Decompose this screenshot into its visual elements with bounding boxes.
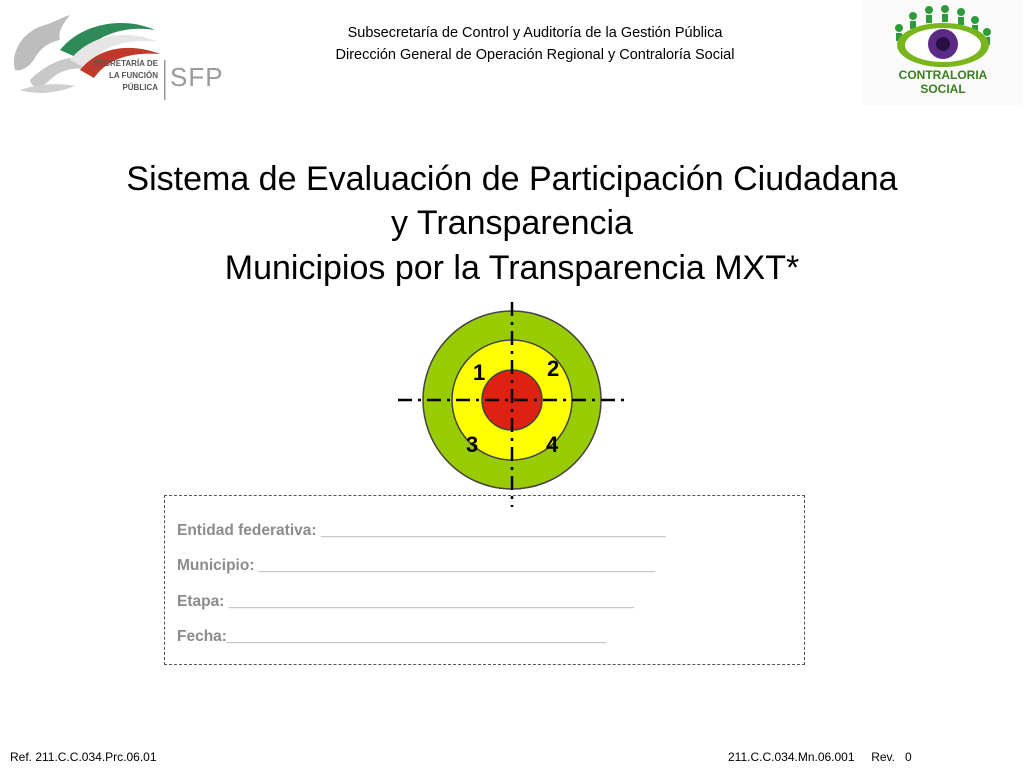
etapa-field: Etapa: _______________________________________________	[177, 593, 634, 610]
sfp-logo	[0, 0, 224, 110]
logo-line-1: SECRETARÍA DE	[93, 59, 158, 68]
fecha-field: Fecha:____________________________________________	[177, 628, 607, 645]
page-title-line-3: Municipios por la Transparencia MXT*	[224, 249, 800, 287]
logo-line-2: LA FUNCIÓN	[108, 71, 158, 80]
municipio-field: Municipio: ______________________________________________	[177, 557, 656, 574]
header-line-2: Dirección General de Operación Regional y Contraloría Social	[335, 47, 735, 63]
logo-right-line-1: CONTRALORIA	[898, 68, 988, 82]
quadrant-label-2: 2	[547, 356, 560, 381]
header-line-1: Subsecretaría de Control y Auditoría de la Gestión Pública	[347, 25, 723, 41]
page-title-line-1: Sistema de Evaluación de Participación Ciudadana	[126, 160, 898, 198]
form-box	[164, 495, 805, 665]
footer-ref-right: 211.C.C.034.Mn.06.001 Rev. 0	[728, 750, 912, 764]
quadrant-label-1: 1	[473, 360, 486, 385]
logo-abbr: SFP	[170, 62, 224, 92]
page-title-line-2: y Transparencia	[391, 204, 633, 242]
contraloria-social-logo	[863, 0, 1023, 105]
logo-line-3: PÚBLICA	[122, 83, 158, 92]
target-diagram	[390, 297, 635, 512]
footer-ref-left: Ref. 211.C.C.034.Prc.06.01	[10, 750, 157, 764]
logo-right-line-2: SOCIAL	[920, 82, 966, 96]
entidad-field: Entidad federativa: ________________________________________	[177, 522, 666, 539]
quadrant-label-3: 3	[466, 432, 479, 457]
quadrant-label-4: 4	[546, 432, 559, 457]
